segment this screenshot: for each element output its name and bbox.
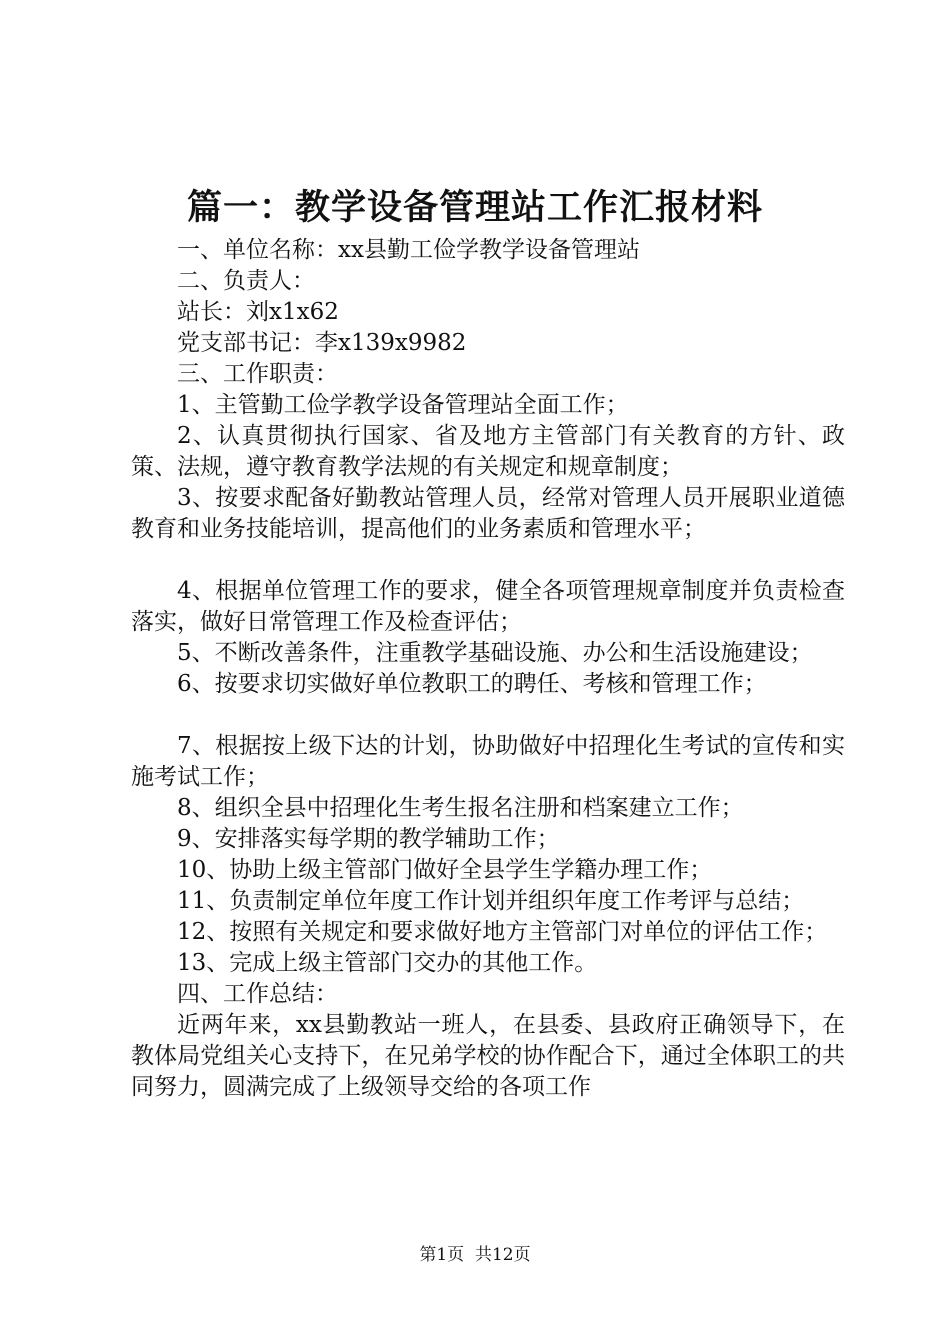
paragraph-duty-4: 4、根据单位管理工作的要求，健全各项管理规章制度并负责检查落实，做好日常管理工作及检查评估； [131, 578, 845, 635]
document-title: 篇一：教学设备管理站工作汇报材料 [186, 187, 763, 228]
paragraph-duties-heading: 三、工作职责： [177, 361, 338, 387]
paragraph-duty-9: 9、安排落实每学期的教学辅助工作； [177, 826, 560, 852]
paragraph-spacer [131, 700, 845, 731]
paragraph-summary-heading: 四、工作总结： [177, 981, 338, 1007]
paragraph-duty-5: 5、不断改善条件，注重教学基础设施、办公和生活设施建设； [177, 640, 813, 666]
paragraph-duty-10: 10、协助上级主管部门做好全县学生学籍办理工作； [177, 857, 713, 883]
paragraph-duty-1: 1、主管勤工俭学教学设备管理站全面工作； [177, 392, 629, 418]
paragraph-station-head: 站长：刘x1x62 [177, 299, 339, 325]
paragraph-duty-6: 6、按要求切实做好单位教职工的聘任、考核和管理工作； [177, 671, 767, 697]
paragraph-duty-12: 12、按照有关规定和要求做好地方主管部门对单位的评估工作； [177, 919, 828, 945]
paragraph-duty-7: 7、根据按上级下达的计划，协助做好中招理化生考试的宣传和实施考试工作； [131, 733, 845, 790]
paragraph-duty-3: 3、按要求配备好勤教站管理人员，经常对管理人员开展职业道德教育和业务技能培训，提高他们的业务素质和管理水平； [131, 485, 845, 542]
paragraph-summary-text: 近两年来，xx县勤教站一班人，在县委、县政府正确领导下，在教体局党组关心支持下，在兄弟学校的协作配合下，通过全体职工的共同努力，圆满完成了上级领导交给的各项工作 [131, 1012, 845, 1100]
paragraph-duty-2: 2、认真贯彻执行国家、省及地方主管部门有关教育的方针、政策、法规，遵守教育教学法规的有关规定和规章制度； [131, 423, 845, 480]
document-body [131, 235, 845, 1103]
paragraph-duty-13: 13、完成上级主管部门交办的其他工作。 [177, 950, 598, 976]
page-number-footer: 第1页 共12页 [419, 1245, 531, 1265]
paragraph-spacer [131, 545, 845, 576]
paragraph-duty-8: 8、组织全县中招理化生考生报名注册和档案建立工作； [177, 795, 744, 821]
paragraph-duty-11: 11、负责制定单位年度工作计划并组织年度工作考评与总结； [177, 888, 805, 914]
paragraph-responsible-heading: 二、负责人： [177, 268, 315, 294]
paragraph-party-secretary: 党支部书记：李x139x9982 [177, 330, 467, 356]
paragraph-unit-name: 一、单位名称：xx县勤工俭学教学设备管理站 [177, 237, 640, 263]
